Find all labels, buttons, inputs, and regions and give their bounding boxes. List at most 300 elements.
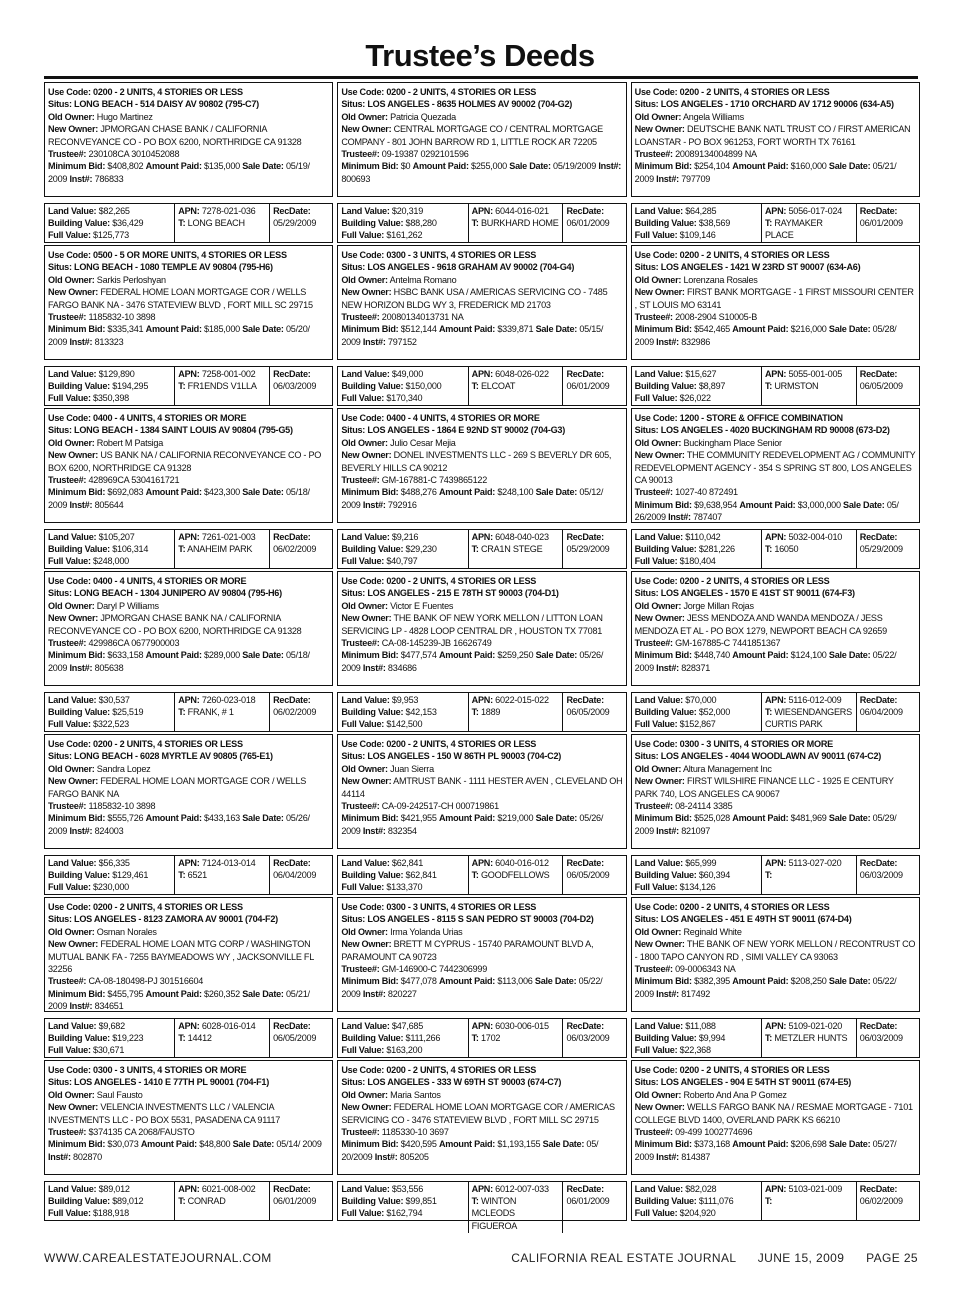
new-owner-value: THE BANK OF NEW YORK MELLON / RECONTRUST CO - 1800 TAPO CANYON RD , SIMI VALLEY CA 93063 [634, 939, 916, 962]
apn-label: APN: [471, 1021, 493, 1031]
info-line [635, 963, 916, 975]
apn-line [765, 694, 853, 706]
trustee-number-value: 2008-2904 S10005-B [675, 312, 758, 323]
land-value-label: Land Value: [634, 1021, 683, 1031]
use-code-value: 0300 - 3 UNITS, 4 STORIES OR LESS [386, 250, 537, 260]
situs-label: Situs: [341, 1077, 366, 1088]
use-code-label: Use Code: [341, 902, 385, 912]
apn-value: 7278-021-036 [201, 206, 256, 216]
land-value-line [341, 694, 464, 706]
full-value-label: Full Value: [48, 882, 91, 893]
title-divider [44, 76, 918, 79]
info-line [341, 111, 622, 123]
old-owner-label: Old Owner: [341, 111, 388, 122]
info-line [341, 424, 622, 436]
apn-label: APN: [471, 369, 493, 379]
info-line [635, 612, 916, 637]
deed-record [44, 1060, 333, 1223]
recdate-value: 06/01/2009 [566, 1196, 610, 1207]
inst-number-value: 834686 [387, 662, 417, 673]
use-code-value: 0200 - 2 UNITS, 4 STORIES OR LESS [386, 576, 537, 586]
use-code-value: 0400 - 4 UNITS, 4 STORIES OR MORE [93, 576, 247, 586]
info-line [48, 750, 329, 762]
building-value-line [48, 1032, 171, 1044]
apn-line [178, 531, 266, 543]
recdate-value: 06/02/2009 [859, 1196, 903, 1207]
building-value-value: $38,569 [698, 218, 730, 229]
info-line [341, 587, 622, 599]
situs-label: Situs: [48, 99, 72, 110]
use-code-value: 0200 - 2 UNITS, 4 STORIES OR LESS [679, 87, 830, 97]
building-value-value: $25,519 [112, 707, 144, 718]
use-code-value: 0400 - 4 UNITS, 4 STORIES OR MORE [93, 413, 247, 423]
use-code-label: Use Code: [634, 250, 678, 260]
values-cell [45, 1182, 174, 1221]
use-code-value: 0200 - 2 UNITS, 4 STORIES OR LESS [679, 250, 830, 260]
minimum-bid-label: Minimum Bid: [634, 976, 692, 987]
info-line [341, 812, 622, 837]
apn-value: 7124-013-014 [201, 858, 256, 868]
apn-cell [468, 693, 563, 732]
inst-number-label: Inst#: [69, 499, 93, 510]
building-value-line [341, 217, 464, 229]
inst-number-value: 817492 [681, 988, 711, 999]
new-owner-value: VELENCIA INVESTMENTS LLC / VALENCIA INVESTMENTS LLC - PO BOX 5531, PASADENA CA 91117 [48, 1102, 281, 1125]
building-value-value: $111,076 [698, 1196, 734, 1207]
trustee-number-value: GM-146900-C 7442306999 [381, 964, 488, 975]
full-value-line [341, 1207, 464, 1219]
apn-value: 7260-023-018 [201, 695, 256, 705]
amount-paid-label: Amount Paid: [438, 650, 496, 661]
situs-value: LONG BEACH - 1304 JUNIPERO AV 90804 (795-H6) [74, 588, 282, 599]
info-line [635, 763, 916, 775]
new-owner-value: FIRST WILSHIRE FINANCE LLC - 1925 E CENTURY PARK 740, LOS ANGELES CA 90067 [634, 776, 894, 799]
info-line [635, 323, 916, 348]
info-line [341, 1101, 622, 1126]
footer-website: WWW.CAREALESTATEJOURNAL.COM [44, 1251, 272, 1265]
new-owner-value: HSBC BANK USA / AMERICAS SERVICING CO - 7485 NEW HORIZON BLDG WY 3, FREDERICK MD 21703 [341, 287, 608, 310]
info-line [635, 486, 916, 498]
land-value-line [341, 205, 464, 217]
apn-label: APN: [471, 1184, 493, 1194]
trustee-number-value: CA-08-180498-PJ 301516604 [88, 976, 204, 987]
info-line [341, 600, 622, 612]
info-line [48, 913, 329, 925]
trustee-number-value: GM-167885-C 7441851367 [675, 638, 781, 649]
situs-value: LOS ANGELES - 1421 W 23RD ST 90007 (634-A6) [660, 262, 861, 273]
column-3 [631, 82, 920, 1258]
amount-paid-label: Amount Paid: [438, 487, 496, 498]
recdate-cell [269, 1182, 332, 1221]
new-owner-value: FEDERAL HOME LOAN MORTGAGE COR / WELLS FARGO BANK NA - 3476 STATEVIEW BLVD , FORT MILL SC 29715 [48, 287, 313, 310]
recdate-cell [856, 204, 919, 243]
recdate-label: RecDate: [566, 369, 604, 379]
deed-values-box [631, 1018, 920, 1058]
recdate-label: RecDate: [566, 1184, 604, 1194]
old-owner-label: Old Owner: [634, 111, 682, 122]
amount-paid-label: Amount Paid: [438, 813, 496, 824]
deed-record [631, 245, 920, 408]
apn-line [178, 368, 266, 380]
deed-info-box [631, 1060, 920, 1175]
info-line [48, 763, 329, 775]
recdate-cell [856, 367, 919, 406]
info-line [341, 913, 622, 925]
values-cell [338, 204, 467, 243]
deed-record [337, 897, 626, 1060]
minimum-bid-label: Minimum Bid: [48, 1139, 106, 1150]
full-value-value: $142,500 [386, 719, 423, 730]
recdate-label: RecDate: [859, 369, 898, 379]
recdate-cell [269, 693, 332, 732]
amount-paid-label: Amount Paid: [732, 324, 789, 335]
trustee-number-label: Trustee#: [341, 312, 380, 323]
apn-line [178, 857, 266, 869]
info-line [48, 424, 329, 436]
amount-paid-value: $113,006 [497, 976, 533, 987]
land-value-line [635, 205, 758, 217]
full-value-line [341, 392, 464, 404]
amount-paid-value: $124,100 [790, 650, 827, 661]
situs-value: LOS ANGELES - 1410 E 77TH PL 90001 (704-F1) [74, 1077, 269, 1088]
info-line [341, 286, 622, 311]
old-owner-value: Angela Williams [682, 111, 744, 122]
recdate-value: 06/04/2009 [859, 707, 903, 718]
info-line [341, 1076, 622, 1088]
info-line [48, 412, 329, 424]
tract-line [472, 706, 560, 718]
land-value-label: Land Value: [341, 858, 390, 868]
apn-label: APN: [178, 1184, 200, 1194]
inst-number-value: 834651 [94, 1001, 124, 1012]
land-value-line [48, 1183, 171, 1195]
values-cell [632, 856, 761, 895]
apn-cell [468, 856, 563, 895]
info-line [48, 926, 329, 938]
trustee-number-value: 20089134004899 NA [675, 149, 757, 160]
recdate-label: RecDate: [859, 1184, 898, 1194]
info-line [341, 1126, 622, 1138]
full-value-label: Full Value: [634, 230, 678, 241]
minimum-bid-label: Minimum Bid: [634, 499, 692, 510]
info-line [635, 800, 916, 812]
sale-date-label: Sale Date: [242, 988, 284, 999]
info-line [635, 637, 916, 649]
info-line [48, 486, 329, 511]
apn-label: APN: [178, 1021, 200, 1031]
use-code-value: 0200 - 2 UNITS, 4 STORIES OR LESS [386, 87, 537, 97]
situs-value: LOS ANGELES - 1710 ORCHARD AV 1712 90006 (634-A5) [660, 99, 894, 110]
situs-value: LOS ANGELES - 150 W 86TH PL 90003 (704-C2) [367, 751, 562, 762]
use-code-value: 0300 - 3 UNITS, 4 STORIES OR MORE [93, 1065, 247, 1075]
info-line [635, 311, 916, 323]
old-owner-label: Old Owner: [634, 274, 682, 285]
minimum-bid-value: $488,276 [400, 487, 437, 498]
info-line [635, 437, 916, 449]
land-value-label: Land Value: [48, 1021, 97, 1031]
full-value-value: $152,867 [679, 719, 716, 730]
tract-line [472, 543, 560, 555]
minimum-bid-value: $421,955 [400, 813, 437, 824]
info-line [341, 612, 622, 637]
situs-label: Situs: [634, 588, 659, 599]
use-code-label: Use Code: [634, 413, 678, 423]
page-footer [44, 1251, 918, 1265]
recdate-label: RecDate: [859, 206, 898, 216]
building-value-line [48, 869, 171, 881]
info-line [341, 750, 622, 762]
old-owner-value: Saul Fausto [96, 1089, 143, 1100]
apn-cell [174, 367, 269, 406]
deed-record [44, 571, 333, 734]
apn-value: 6030-006-015 [495, 1021, 549, 1031]
recdate-value: 05/29/2009 [273, 218, 317, 229]
old-owner-label: Old Owner: [48, 926, 95, 937]
column-2 [337, 82, 626, 1258]
amount-paid-value: $208,250 [790, 976, 827, 987]
new-owner-label: New Owner: [341, 450, 392, 461]
situs-label: Situs: [48, 588, 72, 599]
land-value-line [48, 694, 171, 706]
trustee-number-label: Trustee#: [341, 475, 380, 486]
sale-date-value: 05/27/ 2009 [634, 1139, 897, 1162]
trustee-number-label: Trustee#: [341, 801, 380, 812]
use-code-label: Use Code: [48, 87, 91, 97]
deed-info-box [631, 897, 920, 1012]
use-code-value: 1200 - STORE & OFFICE COMBINATION [679, 413, 843, 423]
info-line [341, 975, 622, 1000]
trustee-number-value: GM-167881-C 7439865122 [381, 475, 488, 486]
recdate-cell [562, 530, 625, 569]
trustee-number-value: CA-09-242517-CH 000719861 [381, 801, 499, 812]
building-value-value: $52,000 [698, 707, 730, 718]
info-line [635, 412, 916, 424]
info-line [341, 938, 622, 963]
full-value-label: Full Value: [341, 882, 385, 893]
old-owner-value: Maria Santos [390, 1089, 441, 1100]
info-line [635, 775, 916, 800]
full-value-line [635, 229, 758, 241]
sale-date-label: Sale Date: [828, 1139, 871, 1150]
deed-info-box [631, 408, 920, 523]
apn-label: APN: [471, 206, 493, 216]
building-value-line [635, 706, 758, 718]
minimum-bid-value: $692,083 [107, 487, 144, 498]
recdate-cell [562, 1182, 625, 1233]
minimum-bid-label: Minimum Bid: [634, 1139, 692, 1150]
sale-date-label: Sale Date: [535, 650, 578, 661]
tract-line [472, 380, 560, 392]
situs-value: LONG BEACH - 1080 TEMPLE AV 90804 (795-H6) [74, 262, 273, 273]
building-value-value: $111,266 [405, 1033, 441, 1044]
new-owner-label: New Owner: [341, 124, 392, 135]
tract-value: 1702 [480, 1033, 501, 1044]
full-value-line [48, 718, 171, 730]
recdate-cell [562, 1019, 625, 1058]
recdate-label: RecDate: [273, 369, 311, 379]
recdate-value: 06/03/2009 [859, 1033, 903, 1044]
inst-number-value: 813323 [94, 336, 124, 347]
minimum-bid-value: $555,726 [107, 813, 144, 824]
full-value-value: $248,000 [93, 556, 129, 567]
full-value-value: $134,126 [679, 882, 716, 893]
apn-value: 5109-021-020 [788, 1021, 843, 1031]
trustee-number-label: Trustee#: [341, 149, 380, 160]
apn-cell [174, 856, 269, 895]
apn-value: 7261-021-003 [201, 532, 256, 542]
full-value-line [48, 881, 171, 893]
building-value-label: Building Value: [341, 218, 404, 229]
situs-label: Situs: [341, 914, 366, 925]
trustee-number-label: Trustee#: [634, 638, 673, 649]
info-line [635, 1064, 916, 1076]
info-line [635, 649, 916, 674]
full-value-label: Full Value: [634, 1208, 678, 1219]
land-value-value: $20,319 [391, 206, 424, 216]
tract-line [472, 1032, 560, 1044]
info-line [48, 988, 329, 1013]
recdate-cell [269, 530, 332, 569]
land-value-line [341, 857, 464, 869]
apn-label: APN: [764, 858, 787, 868]
tract-value: CONRAD [187, 1196, 226, 1207]
building-value-line [48, 543, 171, 555]
full-value-line [48, 555, 171, 567]
minimum-bid-label: Minimum Bid: [48, 324, 106, 335]
info-line [635, 499, 916, 524]
sale-date-label: Sale Date: [828, 161, 871, 172]
full-value-line [635, 392, 758, 404]
old-owner-label: Old Owner: [48, 274, 95, 285]
values-cell [45, 856, 174, 895]
tract-value: ELCOAT [480, 381, 516, 392]
new-owner-value: DONEL INVESTMENTS LLC - 269 S BEVERLY DR 605, BEVERLY HILLS CA 90212 [341, 450, 612, 473]
full-value-label: Full Value: [48, 1045, 91, 1056]
building-value-line [341, 380, 464, 392]
land-value-value: $30,537 [98, 695, 130, 705]
use-code-label: Use Code: [341, 87, 385, 97]
info-line [635, 901, 916, 913]
sale-date-value: 05/19/ 2009 [48, 161, 310, 184]
new-owner-value: FEDERAL HOME LOAN MTG CORP / WASHINGTON MUTUAL BANK FA - 7255 BAYMEADOWS WY , JACKSONVILLE FL 32256 [48, 939, 314, 975]
apn-cell [468, 530, 563, 569]
amount-paid-value: $255,000 [471, 161, 507, 172]
apn-label: APN: [764, 532, 787, 542]
deed-record [44, 734, 333, 897]
use-code-label: Use Code: [48, 576, 91, 586]
building-value-label: Building Value: [634, 381, 697, 392]
recdate-label: RecDate: [566, 858, 604, 868]
tract-value: WINTON MCLEODS FIGUEROA [471, 1196, 518, 1231]
sale-date-label: Sale Date: [828, 650, 871, 661]
apn-line [472, 531, 560, 543]
full-value-label: Full Value: [634, 719, 678, 730]
info-line [341, 148, 622, 160]
new-owner-value: BRETT M CYPRUS - 15740 PARAMOUNT BLVD A, PARAMOUNT CA 90723 [341, 939, 594, 962]
amount-paid-label: Amount Paid: [732, 1139, 789, 1150]
full-value-value: $109,146 [679, 230, 716, 241]
old-owner-label: Old Owner: [341, 1089, 388, 1100]
building-value-line [341, 1195, 464, 1207]
situs-value: LOS ANGELES - 8635 HOLMES AV 90002 (704-G2) [367, 99, 573, 110]
column-1 [44, 82, 333, 1258]
recdate-label: RecDate: [566, 1021, 604, 1031]
deed-info-box [44, 82, 333, 197]
building-value-label: Building Value: [341, 544, 404, 555]
land-value-value: $53,556 [391, 1184, 424, 1194]
sale-date-label: Sale Date: [534, 976, 577, 987]
building-value-label: Building Value: [48, 544, 110, 555]
use-code-value: 0200 - 2 UNITS, 4 STORIES OR LESS [679, 576, 830, 586]
info-line [48, 449, 329, 474]
trustee-number-label: Trustee#: [634, 1127, 673, 1138]
land-value-label: Land Value: [341, 695, 390, 705]
full-value-label: Full Value: [341, 230, 385, 241]
building-value-label: Building Value: [48, 707, 110, 718]
inst-number-value: 832986 [681, 336, 711, 347]
deed-values-box [631, 529, 920, 569]
info-line [48, 86, 329, 98]
minimum-bid-value: $448,740 [694, 650, 730, 661]
recdate-cell [856, 693, 919, 732]
info-line [341, 98, 622, 110]
full-value-label: Full Value: [341, 556, 385, 567]
apn-cell [468, 1019, 563, 1058]
sale-date-value: 05/ 20/2009 [341, 1139, 599, 1162]
minimum-bid-value: $335,341 [107, 324, 144, 335]
apn-cell [174, 530, 269, 569]
deed-record [631, 734, 920, 897]
deed-record [44, 82, 333, 245]
info-line [48, 1101, 329, 1126]
situs-label: Situs: [634, 99, 659, 110]
info-line [48, 738, 329, 750]
recdate-cell [856, 856, 919, 895]
recdate-label: RecDate: [273, 695, 311, 705]
amount-paid-label: Amount Paid: [732, 813, 789, 824]
inst-number-label: Inst#: [48, 1151, 71, 1162]
info-line [48, 600, 329, 612]
info-line [635, 975, 916, 1000]
info-line [635, 424, 916, 436]
land-value-value: $62,841 [391, 858, 424, 868]
recdate-label: RecDate: [566, 532, 604, 542]
deed-info-box [44, 245, 333, 360]
building-value-value: $106,314 [112, 544, 149, 555]
info-line [341, 901, 622, 913]
inst-number-value: 805205 [399, 1151, 429, 1162]
building-value-value: $9,994 [698, 1033, 726, 1044]
amount-paid-label: Amount Paid: [438, 1139, 496, 1150]
sale-date-label: Sale Date: [828, 324, 871, 335]
apn-label: APN: [764, 1021, 787, 1031]
info-line [48, 261, 329, 273]
trustee-number-label: Trustee#: [634, 964, 673, 975]
trustee-number-label: Trustee#: [48, 475, 87, 486]
land-value-label: Land Value: [634, 1184, 683, 1194]
minimum-bid-value: $0 [400, 161, 411, 172]
old-owner-label: Old Owner: [634, 1089, 682, 1100]
inst-number-label: Inst#: [598, 161, 622, 172]
amount-paid-value: $433,163 [204, 813, 240, 824]
new-owner-label: New Owner: [48, 124, 99, 135]
old-owner-value: Lorenzana Rosales [683, 274, 758, 285]
full-value-value: $30,671 [93, 1045, 125, 1056]
situs-label: Situs: [48, 425, 72, 436]
sale-date-value: 05/15/ 2009 [341, 324, 604, 347]
recdate-label: RecDate: [273, 1021, 311, 1031]
old-owner-label: Old Owner: [634, 437, 682, 448]
